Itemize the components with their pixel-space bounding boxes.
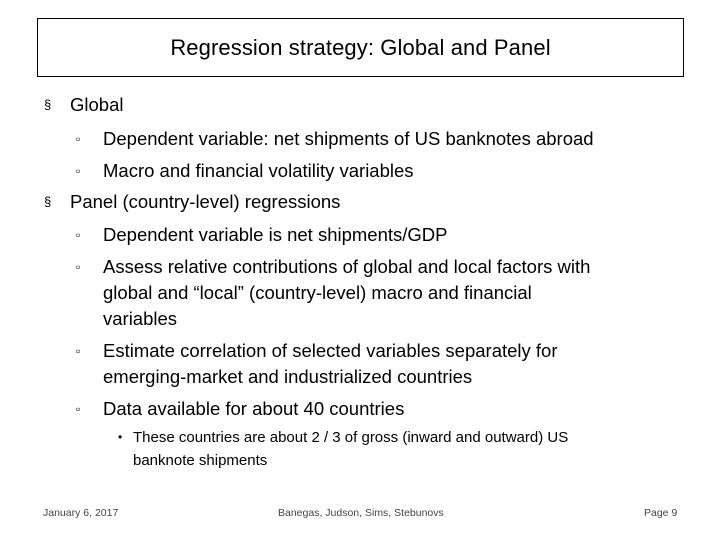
footer-authors: Banegas, Judson, Sims, Stebunovs [278, 507, 444, 519]
bullet-text: Dependent variable: net shipments of US banknotes abroad [103, 128, 594, 149]
footer-date: January 6, 2017 [43, 507, 119, 519]
bullet-text: emerging-market and industrialized countries [103, 366, 473, 387]
bullet-text: global and “local” (country-level) macro and financial [103, 282, 532, 303]
bullet-text: Dependent variable is net shipments/GDP [103, 224, 448, 245]
hollow-square-bullet-icon: ▫ [76, 260, 81, 274]
square-bullet-icon: § [44, 194, 52, 209]
slide-title: Regression strategy: Global and Panel [170, 34, 551, 60]
bullet-text: Panel (country-level) regressions [70, 191, 341, 212]
bullet-text: variables [103, 308, 178, 329]
bullet-text: Global [70, 94, 124, 115]
hollow-square-bullet-icon: ▫ [76, 228, 81, 242]
hollow-square-bullet-icon: ▫ [76, 402, 81, 416]
bullet-text: Estimate correlation of selected variables separately for [103, 340, 558, 361]
bullet-text: Data available for about 40 countries [103, 398, 405, 419]
bullet-text: Assess relative contributions of global and local factors with [103, 256, 591, 277]
bullet-text: These countries are about 2 / 3 of gross (inward and outward) US [133, 429, 569, 446]
hollow-square-bullet-icon: ▫ [76, 344, 81, 358]
footer-page-number: Page 9 [644, 507, 678, 519]
bullet-text: Macro and financial volatility variables [103, 160, 414, 181]
hollow-square-bullet-icon: ▫ [76, 164, 81, 178]
square-bullet-icon: § [44, 97, 52, 112]
hollow-square-bullet-icon: ▫ [76, 132, 81, 146]
bullet-text: banknote shipments [133, 452, 268, 469]
round-bullet-icon: • [118, 430, 123, 444]
